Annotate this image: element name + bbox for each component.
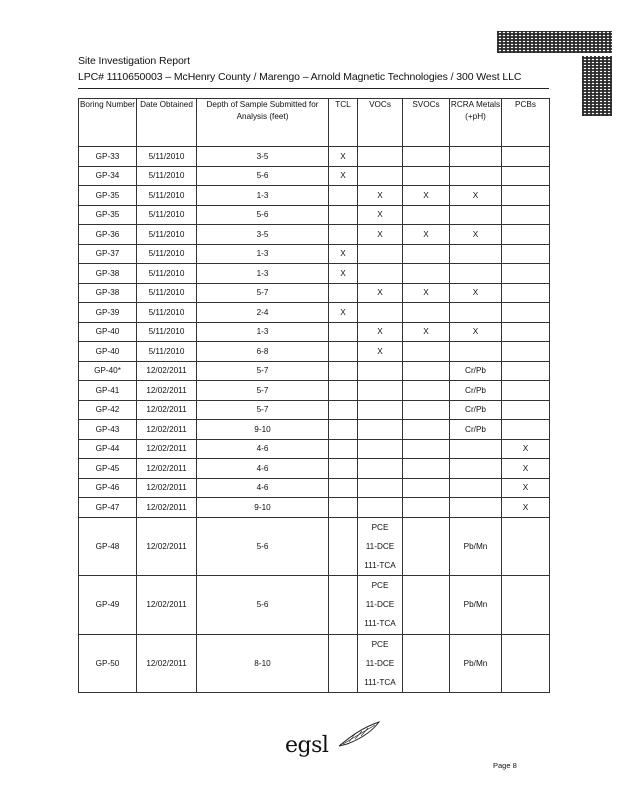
cell-rcra-metals: Pb/Mn: [450, 634, 502, 693]
cell-svocs: [403, 166, 450, 186]
cell-rcra-metals: Cr/Pb: [450, 361, 502, 381]
voc-compound: PCE: [371, 581, 389, 591]
cell-pcbs: [502, 205, 550, 225]
cell-date-obtained: 12/02/2011: [137, 439, 197, 459]
cell-boring-number: GP-41: [79, 381, 137, 401]
table-row: [79, 186, 550, 206]
table-row: [79, 400, 550, 420]
cell-date-obtained: 5/11/2010: [137, 303, 197, 323]
cell-svocs: [403, 264, 450, 284]
cell-rcra-metals: Cr/Pb: [450, 381, 502, 401]
cell-pcbs: X: [502, 498, 550, 518]
cell-date-obtained: 12/02/2011: [137, 478, 197, 498]
cell-tcl: [329, 205, 358, 225]
cell-boring-number: GP-50: [79, 634, 137, 693]
cell-depth: 1-3: [197, 186, 329, 206]
cell-tcl: [329, 478, 358, 498]
report-title: Site Investigation Report: [78, 55, 190, 67]
col-boring-number: Boring Number: [79, 99, 137, 147]
cell-vocs: [358, 634, 403, 693]
cell-rcra-metals: X: [450, 283, 502, 303]
cell-vocs: [358, 498, 403, 518]
table-row-multi: [79, 517, 550, 576]
cell-boring-number: GP-49: [79, 576, 137, 635]
cell-pcbs: X: [502, 459, 550, 479]
cell-boring-number: GP-44: [79, 439, 137, 459]
cell-date-obtained: 12/02/2011: [137, 459, 197, 479]
cell-svocs: X: [403, 283, 450, 303]
cell-svocs: [403, 147, 450, 167]
cell-depth: 8-10: [197, 634, 329, 693]
cell-svocs: [403, 498, 450, 518]
cell-depth: 1-3: [197, 322, 329, 342]
col-vocs: VOCs: [358, 99, 403, 147]
cell-pcbs: [502, 244, 550, 264]
cell-tcl: [329, 322, 358, 342]
cell-date-obtained: 5/11/2010: [137, 342, 197, 362]
cell-vocs: X: [358, 342, 403, 362]
cell-vocs: X: [358, 283, 403, 303]
voc-compound: 111-TCA: [364, 677, 396, 687]
qr-code: [582, 56, 612, 116]
voc-compound: 11-DCE: [365, 600, 395, 610]
cell-tcl: X: [329, 147, 358, 167]
cell-boring-number: GP-45: [79, 459, 137, 479]
cell-boring-number: GP-36: [79, 225, 137, 245]
voc-compound: 11-DCE: [365, 658, 395, 668]
table-row: [79, 322, 550, 342]
col-svocs: SVOCs: [403, 99, 450, 147]
cell-boring-number: GP-39: [79, 303, 137, 323]
cell-rcra-metals: Cr/Pb: [450, 420, 502, 440]
voc-compound: 111-TCA: [364, 619, 396, 629]
table-row: [79, 205, 550, 225]
table-header: [79, 99, 550, 147]
cell-depth: 9-10: [197, 498, 329, 518]
table-row: [79, 225, 550, 245]
cell-depth: 5-6: [197, 166, 329, 186]
cell-pcbs: [502, 303, 550, 323]
cell-rcra-metals: [450, 303, 502, 323]
cell-pcbs: [502, 361, 550, 381]
cell-pcbs: [502, 264, 550, 284]
cell-vocs: [358, 361, 403, 381]
cell-rcra-metals: [450, 478, 502, 498]
feather-icon: [335, 720, 383, 750]
header-rule: [78, 88, 549, 89]
cell-depth: 3-5: [197, 147, 329, 167]
cell-rcra-metals: [450, 264, 502, 284]
cell-vocs: X: [358, 322, 403, 342]
table-row: [79, 244, 550, 264]
cell-boring-number: GP-47: [79, 498, 137, 518]
cell-tcl: [329, 186, 358, 206]
cell-depth: 5-7: [197, 400, 329, 420]
cell-pcbs: [502, 634, 550, 693]
sample-table: [78, 98, 550, 693]
cell-vocs: [358, 439, 403, 459]
cell-svocs: [403, 634, 450, 693]
cell-depth: 5-6: [197, 205, 329, 225]
cell-date-obtained: 12/02/2011: [137, 517, 197, 576]
cell-depth: 4-6: [197, 439, 329, 459]
cell-pcbs: [502, 342, 550, 362]
cell-svocs: [403, 361, 450, 381]
cell-rcra-metals: [450, 244, 502, 264]
cell-rcra-metals: X: [450, 225, 502, 245]
cell-boring-number: GP-40*: [79, 361, 137, 381]
cell-tcl: [329, 576, 358, 635]
cell-boring-number: GP-35: [79, 186, 137, 206]
cell-date-obtained: 5/11/2010: [137, 147, 197, 167]
cell-pcbs: X: [502, 478, 550, 498]
cell-depth: 3-5: [197, 225, 329, 245]
table-row: [79, 166, 550, 186]
cell-boring-number: GP-34: [79, 166, 137, 186]
cell-depth: 1-3: [197, 264, 329, 284]
cell-boring-number: GP-48: [79, 517, 137, 576]
cell-depth: 5-6: [197, 576, 329, 635]
cell-depth: 5-7: [197, 381, 329, 401]
cell-svocs: [403, 478, 450, 498]
cell-vocs: [358, 264, 403, 284]
cell-date-obtained: 5/11/2010: [137, 264, 197, 284]
cell-depth: 2-4: [197, 303, 329, 323]
cell-tcl: X: [329, 166, 358, 186]
cell-pcbs: [502, 147, 550, 167]
cell-pcbs: [502, 420, 550, 440]
cell-depth: 4-6: [197, 459, 329, 479]
cell-vocs: [358, 244, 403, 264]
cell-vocs: X: [358, 225, 403, 245]
cell-date-obtained: 5/11/2010: [137, 283, 197, 303]
cell-depth: 1-3: [197, 244, 329, 264]
cell-tcl: [329, 459, 358, 479]
cell-svocs: X: [403, 225, 450, 245]
cell-date-obtained: 5/11/2010: [137, 225, 197, 245]
voc-compound: 111-TCA: [364, 560, 396, 570]
cell-vocs: X: [358, 186, 403, 206]
cell-vocs: [358, 478, 403, 498]
cell-date-obtained: 12/02/2011: [137, 576, 197, 635]
cell-pcbs: [502, 517, 550, 576]
cell-date-obtained: 12/02/2011: [137, 381, 197, 401]
cell-tcl: X: [329, 264, 358, 284]
cell-rcra-metals: [450, 342, 502, 362]
cell-pcbs: [502, 322, 550, 342]
cell-tcl: [329, 342, 358, 362]
voc-compound: PCE: [371, 639, 389, 649]
cell-pcbs: [502, 400, 550, 420]
table-row: [79, 420, 550, 440]
cell-depth: 6-8: [197, 342, 329, 362]
cell-vocs: [358, 166, 403, 186]
cell-boring-number: GP-40: [79, 322, 137, 342]
cell-boring-number: GP-40: [79, 342, 137, 362]
cell-svocs: [403, 576, 450, 635]
cell-tcl: [329, 517, 358, 576]
cell-pcbs: [502, 186, 550, 206]
table-row: [79, 478, 550, 498]
cell-depth: 5-6: [197, 517, 329, 576]
cell-rcra-metals: [450, 166, 502, 186]
cell-tcl: [329, 283, 358, 303]
cell-svocs: [403, 205, 450, 225]
table-row-multi: [79, 634, 550, 693]
cell-rcra-metals: Cr/Pb: [450, 400, 502, 420]
col-date-obtained: Date Obtained: [137, 99, 197, 147]
cell-depth: 9-10: [197, 420, 329, 440]
cell-svocs: [403, 439, 450, 459]
cell-vocs: [358, 517, 403, 576]
cell-tcl: [329, 439, 358, 459]
cell-boring-number: GP-33: [79, 147, 137, 167]
cell-rcra-metals: Pb/Mn: [450, 576, 502, 635]
cell-date-obtained: 5/11/2010: [137, 166, 197, 186]
cell-vocs: [358, 381, 403, 401]
cell-boring-number: GP-42: [79, 400, 137, 420]
cell-pcbs: [502, 576, 550, 635]
cell-pcbs: X: [502, 439, 550, 459]
cell-depth: 4-6: [197, 478, 329, 498]
cell-svocs: [403, 303, 450, 323]
cell-tcl: X: [329, 244, 358, 264]
cell-svocs: [403, 517, 450, 576]
cell-depth: 5-7: [197, 283, 329, 303]
barcode: [497, 31, 612, 53]
table-row: [79, 264, 550, 284]
cell-svocs: [403, 381, 450, 401]
cell-svocs: [403, 420, 450, 440]
cell-boring-number: GP-37: [79, 244, 137, 264]
cell-rcra-metals: [450, 498, 502, 518]
cell-tcl: [329, 381, 358, 401]
cell-date-obtained: 12/02/2011: [137, 361, 197, 381]
table-row: [79, 147, 550, 167]
cell-rcra-metals: X: [450, 186, 502, 206]
col-pcbs: PCBs: [502, 99, 550, 147]
cell-vocs: [358, 303, 403, 323]
cell-rcra-metals: [450, 147, 502, 167]
cell-rcra-metals: Pb/Mn: [450, 517, 502, 576]
table-row: [79, 498, 550, 518]
table-row: [79, 381, 550, 401]
table-row: [79, 439, 550, 459]
cell-vocs: [358, 147, 403, 167]
cell-tcl: X: [329, 303, 358, 323]
page-number: Page 8: [493, 761, 517, 770]
cell-svocs: X: [403, 322, 450, 342]
cell-vocs: [358, 576, 403, 635]
cell-svocs: [403, 244, 450, 264]
cell-svocs: X: [403, 186, 450, 206]
company-logo: egsl: [285, 733, 329, 758]
voc-compound: 11-DCE: [365, 541, 395, 551]
cell-vocs: [358, 400, 403, 420]
cell-svocs: [403, 342, 450, 362]
cell-boring-number: GP-38: [79, 264, 137, 284]
cell-date-obtained: 12/02/2011: [137, 420, 197, 440]
cell-boring-number: GP-35: [79, 205, 137, 225]
col-rcra-metals: RCRA Metals (+pH): [450, 99, 502, 147]
table-row: [79, 459, 550, 479]
cell-rcra-metals: [450, 205, 502, 225]
table-row: [79, 303, 550, 323]
table-row: [79, 342, 550, 362]
cell-depth: 5-7: [197, 361, 329, 381]
cell-pcbs: [502, 166, 550, 186]
cell-boring-number: GP-43: [79, 420, 137, 440]
cell-svocs: [403, 459, 450, 479]
cell-vocs: X: [358, 205, 403, 225]
report-subtitle: LPC# 1110650003 – McHenry County / Marengo – Arnold Magnetic Technologies / 300 West LLC: [78, 71, 522, 83]
cell-pcbs: [502, 283, 550, 303]
cell-vocs: [358, 459, 403, 479]
cell-rcra-metals: X: [450, 322, 502, 342]
cell-rcra-metals: [450, 439, 502, 459]
cell-date-obtained: 12/02/2011: [137, 400, 197, 420]
cell-tcl: [329, 634, 358, 693]
cell-boring-number: GP-38: [79, 283, 137, 303]
cell-svocs: [403, 400, 450, 420]
cell-tcl: [329, 225, 358, 245]
cell-rcra-metals: [450, 459, 502, 479]
cell-date-obtained: 12/02/2011: [137, 634, 197, 693]
cell-tcl: [329, 361, 358, 381]
cell-date-obtained: 5/11/2010: [137, 322, 197, 342]
cell-vocs: [358, 420, 403, 440]
voc-compound: PCE: [371, 522, 389, 532]
cell-date-obtained: 12/02/2011: [137, 498, 197, 518]
cell-pcbs: [502, 225, 550, 245]
col-tcl: TCL: [329, 99, 358, 147]
table-row-multi: [79, 576, 550, 635]
cell-tcl: [329, 400, 358, 420]
cell-tcl: [329, 498, 358, 518]
cell-date-obtained: 5/11/2010: [137, 244, 197, 264]
table-row: [79, 361, 550, 381]
cell-pcbs: [502, 381, 550, 401]
cell-date-obtained: 5/11/2010: [137, 186, 197, 206]
cell-boring-number: GP-46: [79, 478, 137, 498]
table-row: [79, 283, 550, 303]
cell-date-obtained: 5/11/2010: [137, 205, 197, 225]
cell-tcl: [329, 420, 358, 440]
col-depth: Depth of Sample Submitted for Analysis (feet): [197, 99, 329, 147]
